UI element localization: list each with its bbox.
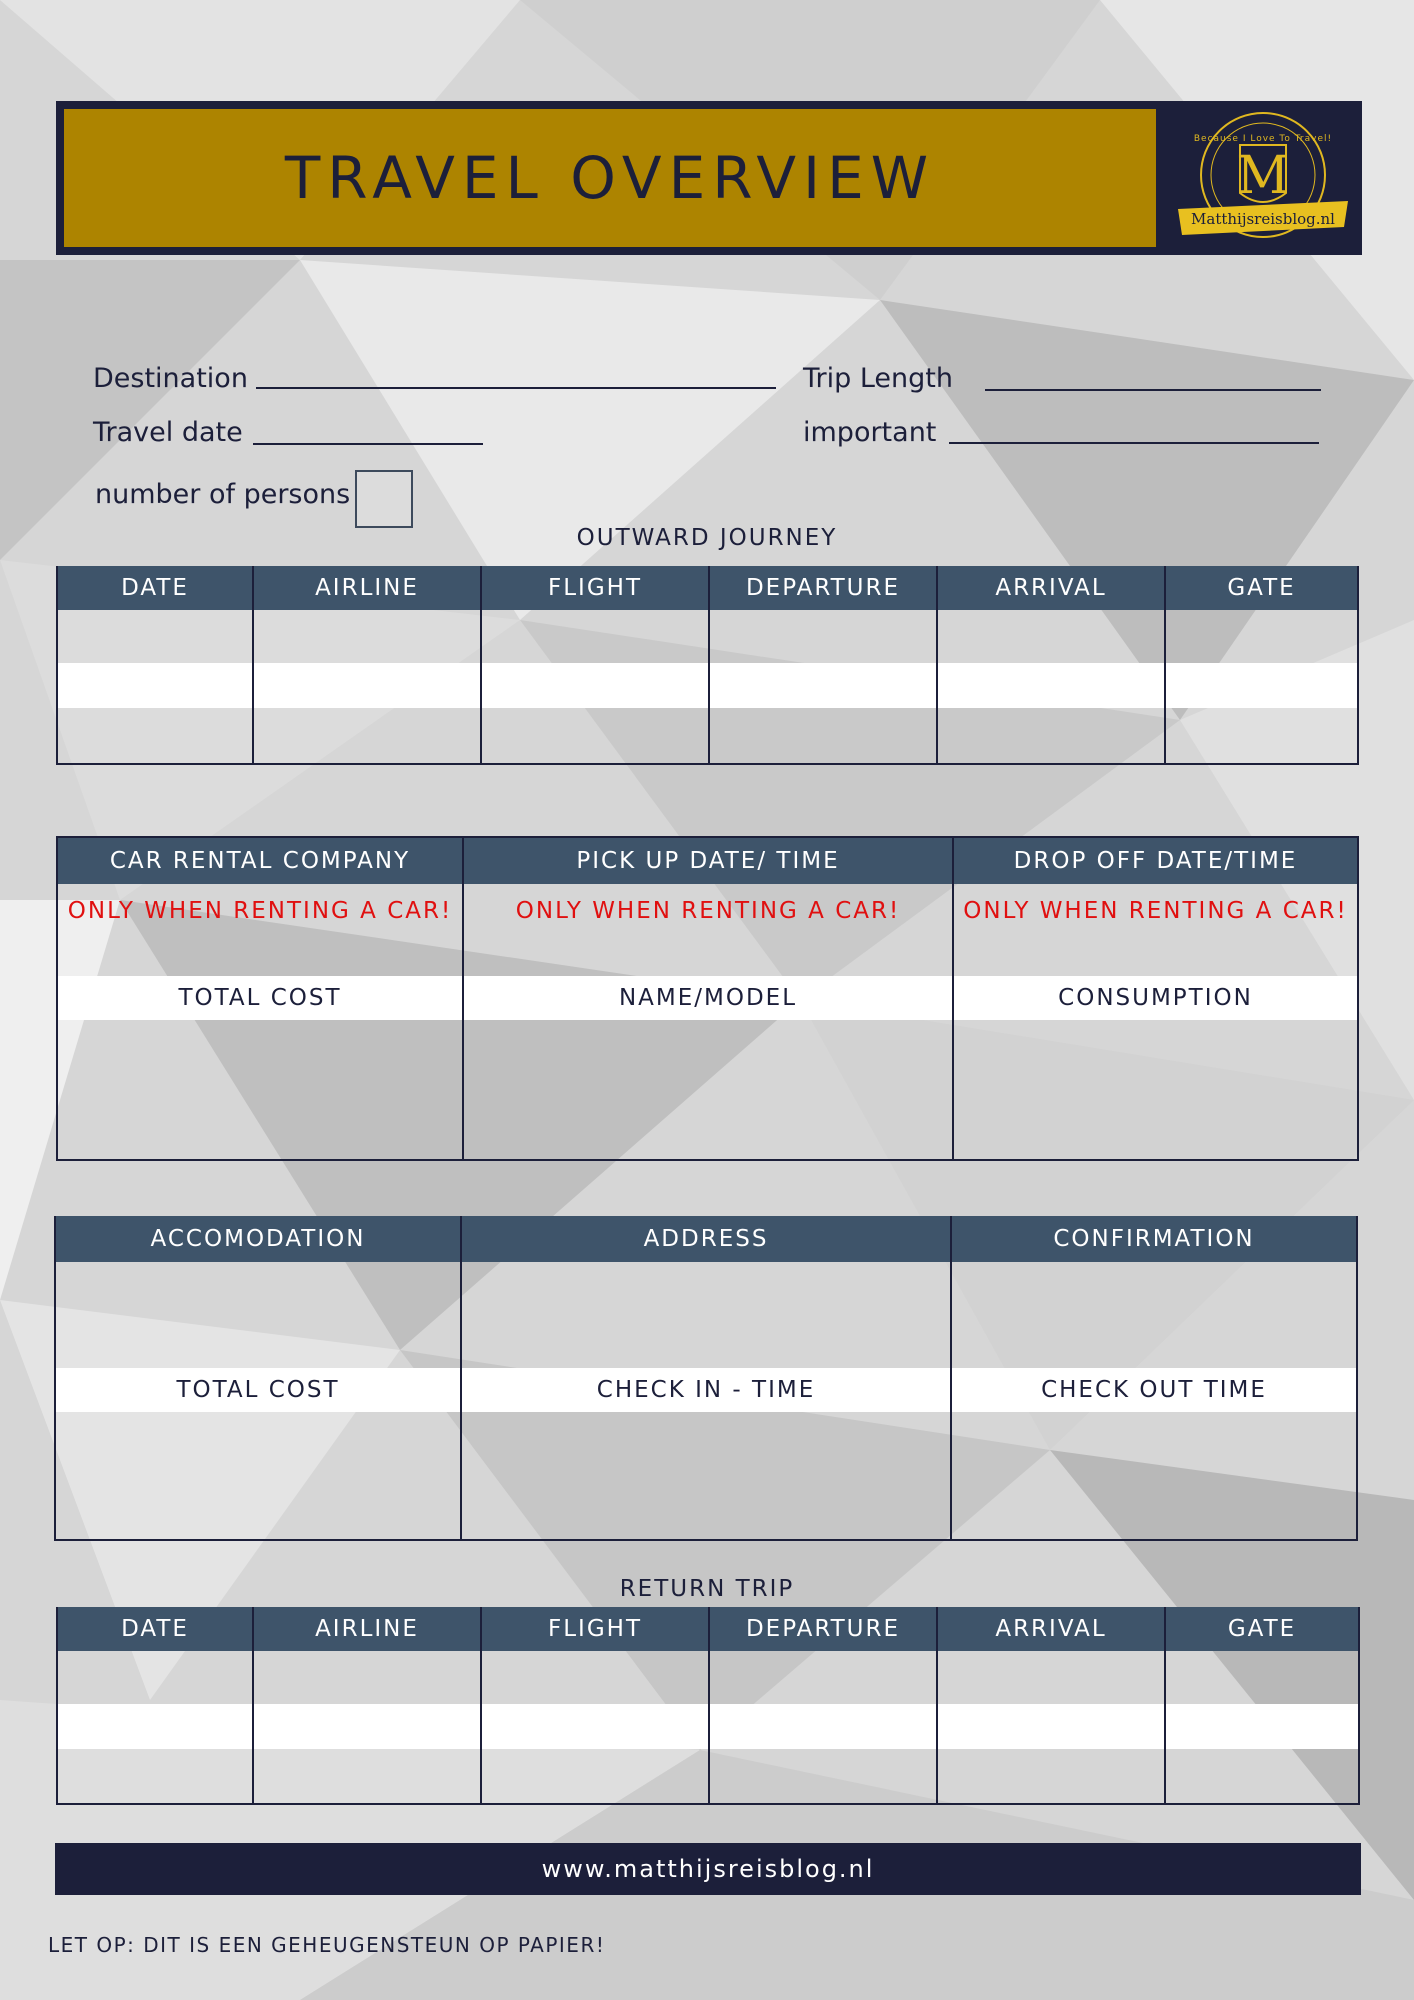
table-cell[interactable] [952, 1412, 1356, 1539]
accommodation-table [54, 1216, 1358, 1541]
table-cell[interactable] [710, 610, 938, 663]
return-trip-table [56, 1607, 1360, 1805]
table-cell[interactable] [254, 1651, 482, 1704]
important-label: important [803, 417, 937, 448]
column-header: DATE [58, 566, 254, 610]
persons-label: number of persons [95, 479, 351, 510]
outward-journey-table [56, 566, 1359, 765]
car-rental-column [954, 838, 1357, 1159]
table-cell[interactable] [938, 1749, 1166, 1803]
footer-url-bar [55, 1843, 1361, 1895]
table-header-row [58, 1607, 1358, 1651]
table-cell[interactable] [254, 708, 482, 763]
car-note: ONLY WHEN RENTING A CAR! [67, 898, 453, 924]
column-header: ADDRESS [462, 1216, 950, 1262]
column-header: CONFIRMATION [952, 1216, 1356, 1262]
table-cell[interactable] [482, 708, 710, 763]
destination-label: Destination [93, 363, 248, 394]
table-cell[interactable] [938, 663, 1166, 708]
table-cell[interactable] [58, 1704, 254, 1749]
persons-box[interactable] [355, 470, 413, 528]
svg-text:Matthijsreisblog.nl: Matthijsreisblog.nl [1191, 210, 1335, 228]
column-header: FLIGHT [482, 566, 710, 610]
header-title-panel [64, 109, 1156, 247]
column-header: GATE [1227, 1616, 1297, 1642]
column-header: CAR RENTAL COMPANY [58, 838, 462, 884]
table-cell[interactable] [482, 1651, 710, 1704]
table-cell[interactable] [954, 1020, 1357, 1159]
accommodation-column [56, 1216, 462, 1539]
table-cell[interactable] [254, 1704, 482, 1749]
car-rental-table [56, 836, 1359, 1161]
car-note: ONLY WHEN RENTING A CAR! [963, 898, 1348, 924]
table-cell[interactable] [1166, 1651, 1358, 1704]
table-cell[interactable] [482, 663, 710, 708]
table-cell[interactable] [58, 708, 254, 763]
table-cell[interactable] [482, 1749, 710, 1803]
table-cell[interactable] [1166, 610, 1357, 663]
logo [1164, 101, 1362, 255]
column-subheader: CHECK IN - TIME [462, 1368, 950, 1412]
column-subheader: NAME/MODEL [464, 976, 952, 1020]
table-cell[interactable] [1166, 1704, 1358, 1749]
table-cell[interactable] [952, 1262, 1356, 1368]
column-subheader: CONSUMPTION [954, 976, 1357, 1020]
table-cell[interactable] [464, 1020, 952, 1159]
column-header: DROP OFF DATE/TIME [954, 838, 1357, 884]
table-cell[interactable] [1166, 663, 1357, 708]
header-banner [56, 101, 1362, 255]
column-subheader: TOTAL COST [58, 976, 462, 1020]
table-cell[interactable] [938, 708, 1166, 763]
table-row [58, 1749, 1358, 1803]
outward-journey-title: OUTWARD JOURNEY [576, 525, 838, 551]
table-cell[interactable] [58, 663, 254, 708]
table-cell[interactable] [58, 610, 254, 663]
column-header: GATE [1227, 575, 1296, 601]
accommodation-column [952, 1216, 1356, 1539]
table-cell[interactable] [1166, 708, 1357, 763]
column-header: AIRLINE [254, 1607, 482, 1651]
table-cell[interactable] [56, 1262, 460, 1368]
table-cell[interactable] [710, 708, 938, 763]
column-header: PICK UP DATE/ TIME [464, 838, 952, 884]
table-cell[interactable] [58, 1749, 254, 1803]
page-title: TRAVEL OVERVIEW [284, 144, 936, 212]
table-cell[interactable] [710, 1651, 938, 1704]
column-subheader: TOTAL COST [56, 1368, 460, 1412]
column-header: ACCOMODATION [56, 1216, 460, 1262]
svg-text:M: M [1236, 146, 1290, 206]
table-cell[interactable] [482, 1704, 710, 1749]
column-header: DEPARTURE [710, 1607, 938, 1651]
table-cell[interactable] [254, 1749, 482, 1803]
svg-text:Because I Love To Travel!: Because I Love To Travel! [1193, 134, 1333, 144]
column-subheader: CHECK OUT TIME [952, 1368, 1356, 1412]
accommodation-column [462, 1216, 952, 1539]
table-row [58, 1704, 1358, 1749]
travel-date-field[interactable] [253, 443, 483, 445]
car-note: ONLY WHEN RENTING A CAR! [515, 898, 901, 924]
table-row [58, 1651, 1358, 1704]
car-rental-column [464, 838, 954, 1159]
table-cell[interactable] [58, 1651, 254, 1704]
footer-note: LET OP: DIT IS EEN GEHEUGENSTEUN OP PAPIER! [48, 1933, 606, 1957]
column-header: FLIGHT [482, 1607, 710, 1651]
table-row [58, 610, 1357, 663]
table-row [58, 663, 1357, 708]
trip-length-label: Trip Length [803, 363, 953, 394]
table-cell[interactable] [482, 610, 710, 663]
important-field[interactable] [949, 442, 1319, 444]
column-header: DATE [58, 1607, 254, 1651]
return-trip-title: RETURN TRIP [619, 1576, 795, 1602]
table-cell[interactable] [56, 1412, 460, 1539]
table-cell[interactable] [1166, 1749, 1358, 1803]
table-cell[interactable] [938, 1704, 1166, 1749]
destination-field[interactable] [256, 387, 776, 389]
trip-length-field[interactable] [985, 389, 1321, 391]
table-cell[interactable] [254, 610, 482, 663]
car-rental-column [58, 838, 464, 1159]
table-header-row [58, 566, 1357, 610]
column-header: DEPARTURE [710, 566, 938, 610]
table-cell[interactable] [462, 1412, 950, 1539]
table-cell[interactable] [710, 1704, 938, 1749]
column-header: AIRLINE [254, 566, 482, 610]
table-cell[interactable] [462, 1262, 950, 1368]
table-cell[interactable] [254, 663, 482, 708]
column-header: ARRIVAL [938, 1607, 1166, 1651]
table-row [58, 708, 1357, 763]
table-cell[interactable] [938, 1651, 1166, 1704]
table-cell[interactable] [938, 610, 1166, 663]
table-cell[interactable] [58, 1020, 462, 1159]
travel-date-label: Travel date [93, 417, 243, 448]
table-cell[interactable] [710, 1749, 938, 1803]
column-header: ARRIVAL [938, 566, 1166, 610]
table-cell[interactable] [710, 663, 938, 708]
footer-url-link[interactable]: www.matthijsreisblog.nl [541, 1855, 875, 1883]
